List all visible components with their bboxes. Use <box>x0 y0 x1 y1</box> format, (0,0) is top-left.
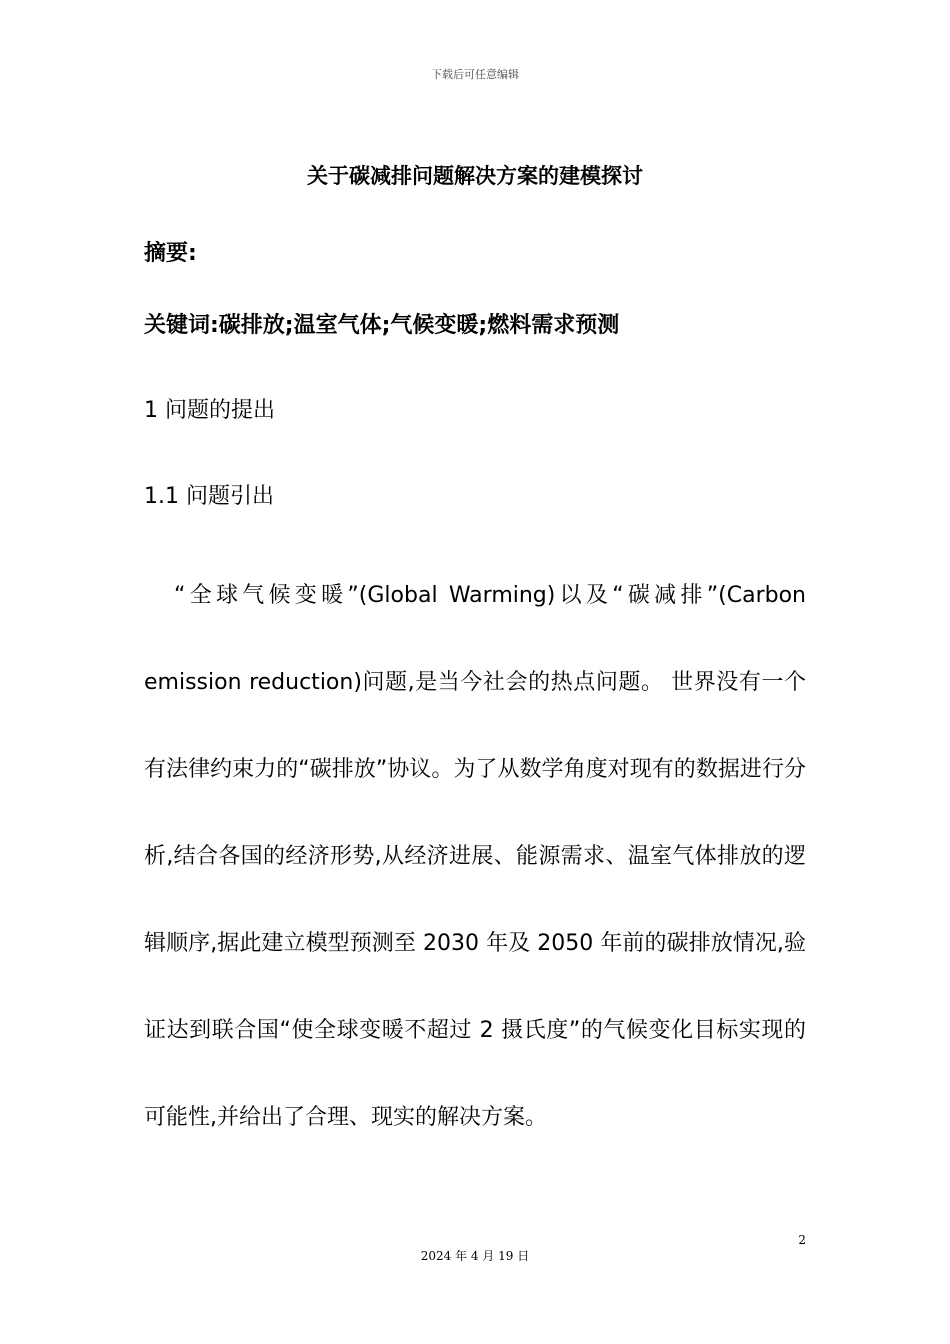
header-note: 下载后可任意编辑 <box>431 68 519 81</box>
footer-date: 2024 年 4 月 19 日 <box>420 1249 530 1263</box>
page-number: 2 <box>798 1233 806 1247</box>
document-title: 关于碳减排问题解决方案的建模探讨 <box>307 164 643 188</box>
abstract-label: 摘要: <box>144 241 197 266</box>
keywords-line: 关键词:碳排放;温室气体;气候变暖;燃料需求预测 <box>144 313 620 338</box>
section-heading-1-1: 1.1 问题引出 <box>144 484 274 509</box>
body-paragraph: “全球气候变暖”(Global Warming)以及“碳减排”(Carbon emission reduction)问题,是当今社会的热点问题。 世界没有一个有法律约束力的“碳排放”协议。为了从数学角度对现有的数据进行分析,结合各国的经济形势,从经济进展、能源需求、温室气体排放的逻辑顺序,据此建立模型预测至 2030 年及 2050 年前的碳排放情况,验证达到联合国“使全球变暖不超过 2 摄氏度”的气候变化目标实现的可能性,并给出了合理、现实的解决方案。 <box>144 583 806 1130</box>
section-heading-1: 1 问题的提出 <box>144 398 275 423</box>
